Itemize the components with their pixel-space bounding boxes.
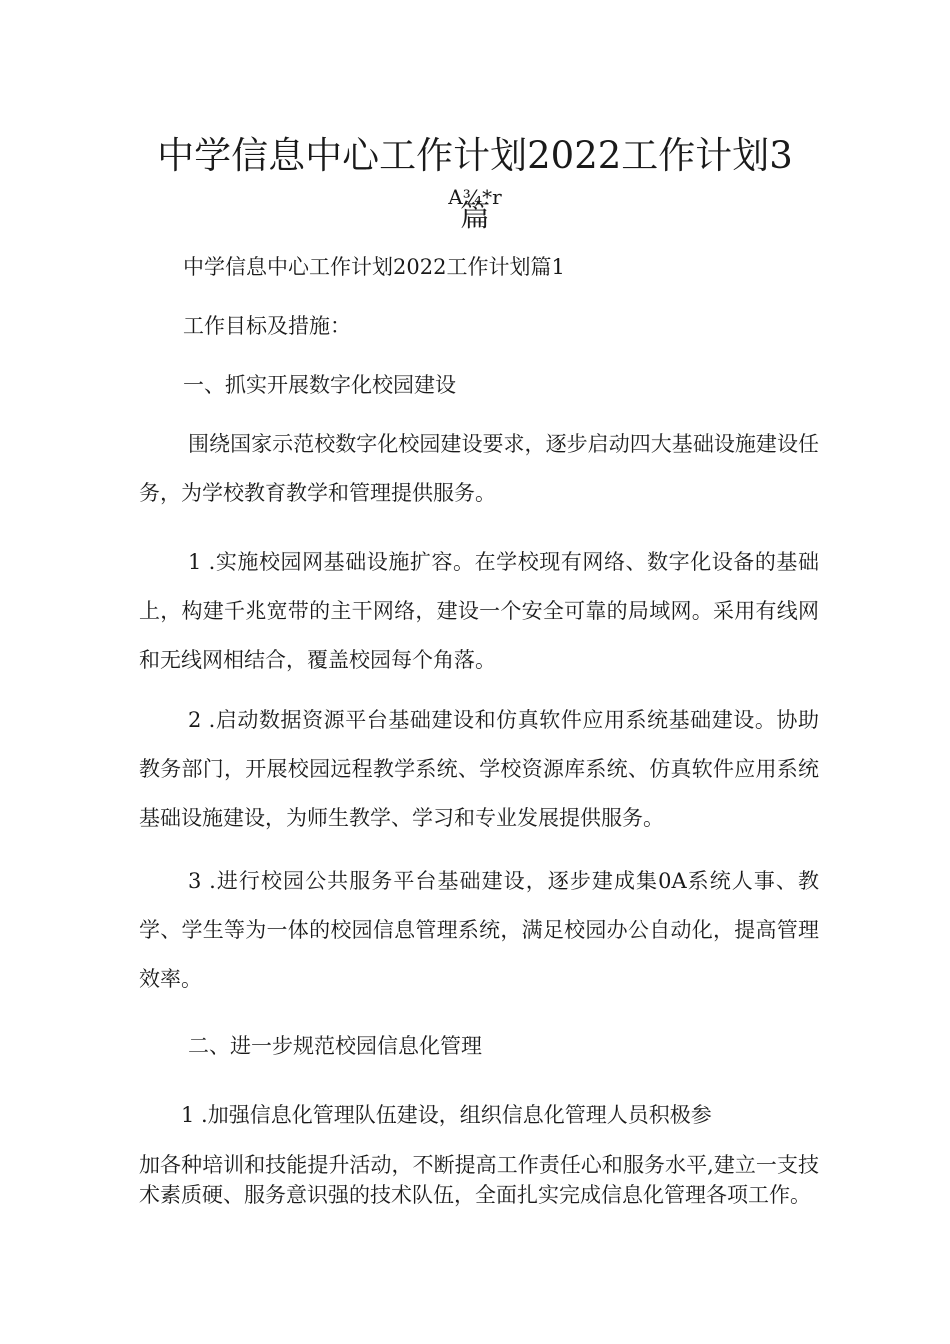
list-item-2-1-first-line: 1 .加强信息化管理队伍建设，组织信息化管理人员积极参 <box>181 1103 712 1127</box>
goals-heading: 工作目标及措施： <box>183 314 351 338</box>
document-subtitle: 中学信息中心工作计划2022工作计划篇1 <box>183 255 565 279</box>
section1-intro-paragraph: 围绕国家示范校数字化校园建设要求，逐步启动四大基础设施建设任务，为学校教育教学和管理提供服务。 <box>139 432 819 505</box>
section-heading-1: 一、抓实开展数字化校园建设 <box>183 373 456 397</box>
list-item-1: 1 .实施校园网基础设施扩容。在学校现有网络、数字化设备的基础上，构建千兆宽带的主干网络，建设一个安全可靠的局域网。采用有线网和无线网相结合，覆盖校园每个角落。 <box>139 550 819 672</box>
document-title-continued: 篇 <box>460 199 490 234</box>
list-item-3: 3 .进行校园公共服务平台基础建设，逐步建成集0A系统人事、教学、学生等为一体的校园信息管理系统，满足校园办公自动化，提高管理效率。 <box>139 869 819 991</box>
list-item-2-1-continuation: 加各种培训和技能提升活动，不断提高工作责任心和服务水平,建立一支技术素质硬、服务意识强的技术队伍，全面扎实完成信息化管理各项工作。 <box>139 1153 819 1207</box>
document-title: 中学信息中心工作计划2022工作计划3 <box>157 134 793 177</box>
list-item-2: 2 .启动数据资源平台基础建设和仿真软件应用系统基础建设。协助教务部门，开展校园远程教学系统、学校资源库系统、仿真软件应用系统基础设施建设，为师生教学、学习和专业发展提供服务。 <box>139 708 819 830</box>
section-heading-2: 二、进一步规范校园信息化管理 <box>188 1034 482 1058</box>
title-garbled-text: A¾*r <box>448 185 502 209</box>
